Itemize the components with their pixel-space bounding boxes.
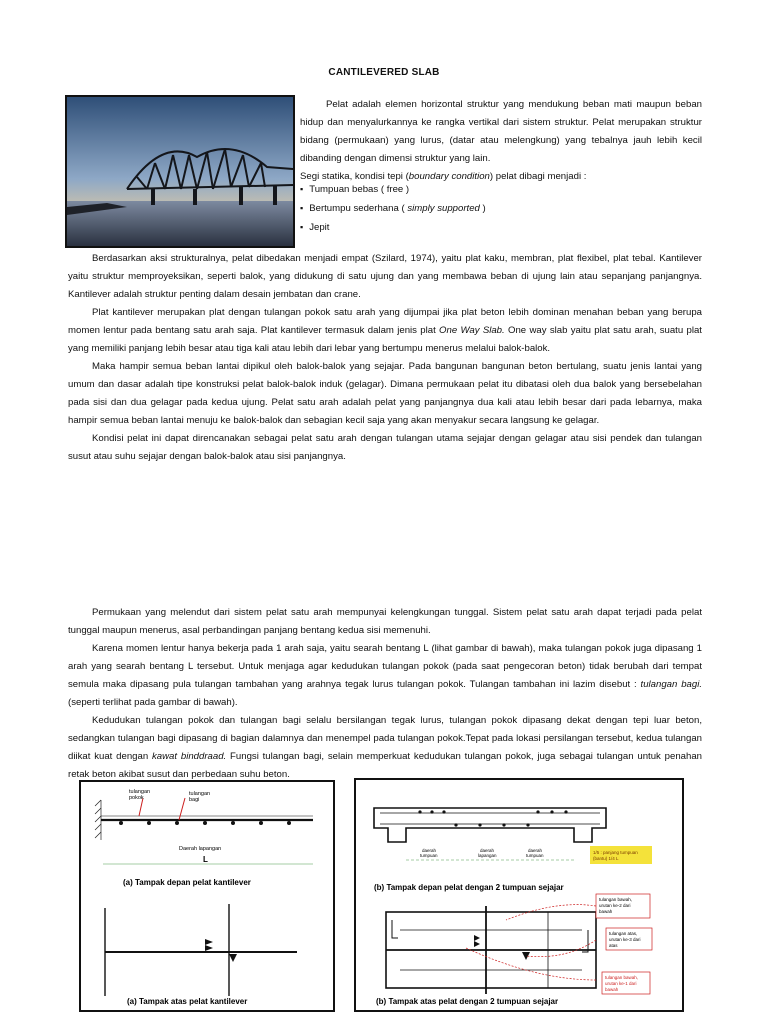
body-section-2 <box>68 604 702 784</box>
caption-top-view: (b) Tampak atas pelat dengan 2 tumpuan sejajar <box>376 997 559 1006</box>
label-tulangan-pokok: pokok <box>129 795 144 801</box>
callout-text: bawah <box>605 987 619 992</box>
label-daerah-lapangan: Daerah lapangan <box>179 846 222 852</box>
paragraph: Berdasarkan aksi strukturalnya, pelat dibedakan menjadi empat (Szilard, 1974), yaitu plat kaku, membran, plat flexibel, plat tebal. Kantilever yaitu struktur memproyeksikan, seperti balok, yang didukung di satu ujung dan yang membawa beban di ujung lain atau sepanjang panjangnya. Kantilever adalah struktur penting dalam desain jembatan dan crane. <box>68 253 702 300</box>
intro-text <box>300 96 702 186</box>
wall-hatch <box>95 800 101 840</box>
list-item: ▪ Tumpuan bebas ( free ) <box>300 180 486 199</box>
callout-text: atas <box>609 943 618 948</box>
label-span-L: L <box>203 855 208 864</box>
boundary-condition-line: Segi statika, kondisi tepi (boundary condition) pelat dibagi menjadi : <box>300 171 587 182</box>
paragraph: Permukaan yang melendut dari sistem pelat satu arah mempunyai kelengkungan tunggal. Sistem pelat satu arah dapat terjadi pada pelat tunggal maupun menerus, asal perbandingan panjang bentang kedua sisi memenuhi. <box>68 607 702 636</box>
paragraph: Kondisi pelat ini dapat direncanakan sebagai pelat satu arah dengan tulangan utama sejajar dengan gelagar atau sisi pendek dan tulangan susut atau suhu sejajar dengan balok-balok atau sisi panjangnya. <box>68 433 702 462</box>
label-daerah-tumpuan: tumpuan <box>526 853 544 858</box>
paragraph: Maka hampir semua beban lantai dipikul oleh balok-balok yang sejajar. Pada bangunan bangunan beton bertulang, suatu jenis lantai yang umum dan dasar adalah tipe konstruksi pelat balok-balok induk (gelagar). Dimana permukaan pelat itu dibatasi oleh dua balok yang bersebelahan pada sisi dan dua gelagar pada kedua ujung. Pelat satu arah adalah pelat yang panjangnya dua kali atau lebih besar dari pada lebarnya, maka hampir semua beban lantai menuju ke balok-balok dan sebagian kecil saja yang akan menyakur secara langsung ke gelagar. <box>68 361 702 426</box>
paragraph: Karena momen lentur hanya bekerja pada 1 arah saja, yaitu searah bentang L (lihat gambar di bawah), maka tulangan pokok juga dipasang 1 arah yang searah bentang L tersebut. Untuk menjaga agar kedudukan tulangan pokok (pada saat pengecoran beton) tidak berubah dari tempat semula maka dipasang pula tulangan tambahan yang arahnya tegak lurus tulangan pokok. Tulangan tambahan ini lazim disebut : tulangan bagi. (seperti terlihat pada gambar di bawah). <box>68 643 702 708</box>
list-item: ▪ Bertumpu sederhana ( simply supported ) <box>300 199 486 218</box>
rebar-dots <box>119 821 291 825</box>
intro-paragraph: Pelat adalah elemen horizontal struktur yang mendukung beban mati maupun beban hidup dan menyalurkannya ke rangka vertikal dari sistem struktur. Pelat merupakan struktur bidang (permukaan) yang lurus, (datar atau melengkung) yang tebalnya jauh lebih kecil dibanding dengan dimensi struktur yang lain. <box>300 99 702 164</box>
paragraph: Kedudukan tulangan pokok dan tulangan bagi selalu bersilangan tegak lurus, tulangan pokok dipasang dekat dengan tepi luar beton, sedangkan tulangan bagi dipasang di bagian dalamnya dan menempel pada tulangan pokok.Tepat pada lokasi persilangan tersebut, kedua tulangan diikat kuat dengan kawat binddraad. Fungsi tulangan bagi, selain memperkuat kedudukan tulangan pokok, juga sebagai tulangan untuk penahan retak beton akibat susut dan perbedaan suhu beton. <box>68 715 702 780</box>
boundary-condition-list <box>300 180 486 237</box>
callout-text: tulangan atas, <box>609 931 638 936</box>
note-box <box>590 846 652 864</box>
callout-text: tulangan bawah, <box>605 975 639 980</box>
note-text: (bantu) 1/4 L <box>593 856 619 861</box>
caption-top-view: (a) Tampak atas pelat kantilever <box>127 997 248 1006</box>
caption-front-view: (a) Tampak depan pelat kantilever <box>123 878 251 887</box>
page-title: CANTILEVERED SLAB <box>328 67 440 78</box>
label-tulangan-bagi: bagi <box>189 797 200 803</box>
callout-text: urutan ke-2 dari <box>599 903 631 908</box>
caption-front-view: (b) Tampak depan pelat dengan 2 tumpuan sejajar <box>374 883 564 892</box>
callout-text: urutan ke-1 dari <box>605 981 637 986</box>
label-daerah-lapangan: daerah <box>480 848 495 853</box>
bridge-photo <box>65 95 295 248</box>
figure-two-support-slab <box>354 778 684 1012</box>
label-daerah-tumpuan: daerah <box>422 848 437 853</box>
label-tulangan-bagi: tulangan <box>189 791 211 797</box>
callout-text: urutan ke-3 dari <box>609 937 641 942</box>
body-section-1 <box>68 250 702 466</box>
figure-cantilever-slab <box>79 780 335 1012</box>
list-item: ▪ Jepit <box>300 218 486 237</box>
callout-text: tulangan bawah, <box>599 897 633 902</box>
paragraph: Plat kantilever merupakan plat dengan tulangan pokok satu arah yang dijumpai jika plat beton lebih dominan menahan beban yang berupa momen lentur pada bentang satu arah saja. Plat kantilever termasuk dalam jenis plat One Way Slab. One way slab yaitu plat satu arah, suatu plat yang memiliki panjang lebih besar atau tiga kali atau lebih dari lebar yang bertumpu menerus melalui balok-balok. <box>68 307 702 354</box>
label-daerah-tumpuan: tumpuan <box>420 853 438 858</box>
note-text: 1/5 : panjang tumpuan <box>593 850 638 855</box>
label-daerah-tumpuan: daerah <box>528 848 543 853</box>
callout-text: bawah <box>599 909 613 914</box>
label-daerah-lapangan: lapangan <box>478 853 497 858</box>
label-tulangan-pokok: tulangan <box>129 789 151 795</box>
